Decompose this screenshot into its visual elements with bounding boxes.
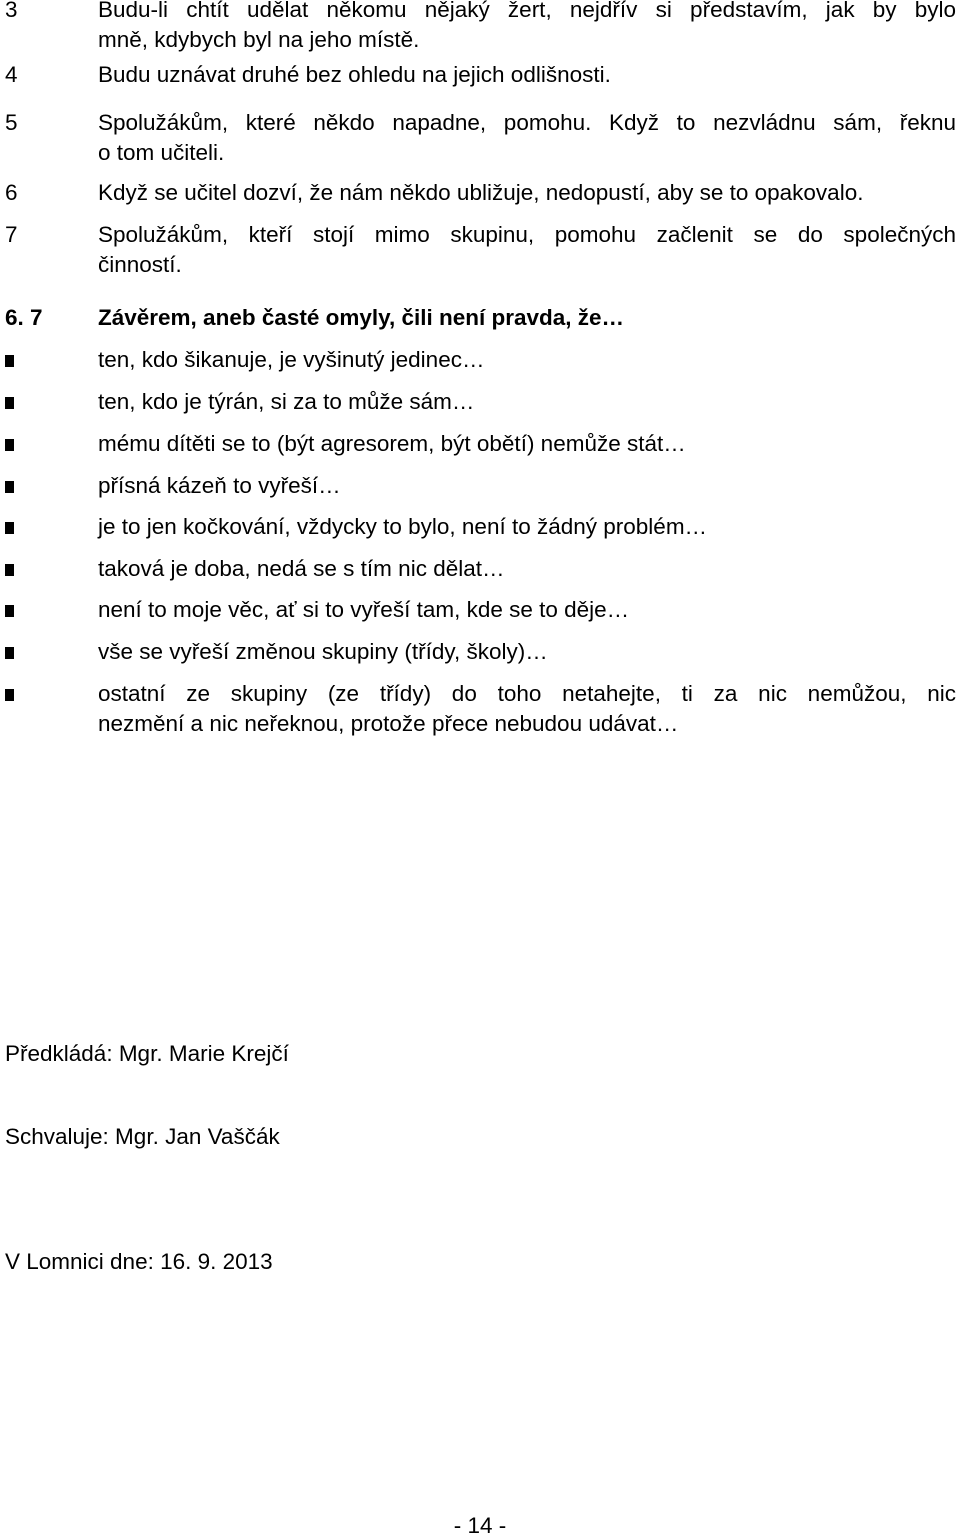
presenter-line: Předkládá: Mgr. Marie Krejčí [5,1041,289,1066]
list-item-number: 6 [5,180,18,205]
section-number: 6. 7 [5,305,43,330]
square-bullet-icon [5,481,14,493]
list-item-text: nezmění a nic neřeknou, protože přece nebudou udávat… [98,711,679,736]
list-item-text: mému dítěti se to (být agresorem, být obětí) nemůže stát… [98,431,686,456]
list-item-text: Spolužákům, které někdo napadne, pomohu. Když to nezvládnu sám, řeknu [98,110,956,135]
list-item-number: 3 [5,0,18,22]
list-item-text: vše se vyřeší změnou skupiny (třídy, školy)… [98,639,548,664]
list-item-text: taková je doba, nedá se s tím nic dělat… [98,556,505,581]
list-item-text: ten, kdo šikanuje, je vyšinutý jedinec… [98,347,485,372]
place-date-line: V Lomnici dne: 16. 9. 2013 [5,1249,273,1274]
list-item-text: ten, kdo je týrán, si za to může sám… [98,389,475,414]
page-number: - 14 - [453,1513,507,1538]
approver-line: Schvaluje: Mgr. Jan Vaščák [5,1124,280,1149]
list-item-text: Budu-li chtít udělat někomu nějaký žert, nejdřív si představím, jak by bylo [98,0,956,22]
section-title: Závěrem, aneb časté omyly, čili není pravda, že… [98,305,625,330]
square-bullet-icon [5,355,14,367]
square-bullet-icon [5,397,14,409]
list-item-text: není to moje věc, ať si to vyřeší tam, kde se to děje… [98,597,630,622]
square-bullet-icon [5,439,14,451]
list-item-number: 5 [5,110,18,135]
list-item-text: Budu uznávat druhé bez ohledu na jejich odlišnosti. [98,62,611,87]
list-item-text: činností. [98,252,182,277]
list-item-number: 7 [5,222,18,247]
list-item-text: ostatní ze skupiny (ze třídy) do toho netahejte, ti za nic nemůžou, nic [98,681,956,706]
list-item-text: Když se učitel dozví, že nám někdo ubližuje, nedopustí, aby se to opakovalo. [98,180,864,205]
square-bullet-icon [5,605,14,617]
list-item-text: mně, kdybych byl na jeho místě. [98,27,420,52]
list-item-text: přísná kázeň to vyřeší… [98,473,341,498]
square-bullet-icon [5,522,14,534]
square-bullet-icon [5,564,14,576]
list-item-text: Spolužákům, kteří stojí mimo skupinu, pomohu začlenit se do společných [98,222,956,247]
square-bullet-icon [5,689,14,701]
list-item-text: je to jen kočkování, vždycky to bylo, není to žádný problém… [98,514,708,539]
list-item-number: 4 [5,62,18,87]
square-bullet-icon [5,647,14,659]
list-item-text: o tom učiteli. [98,140,225,165]
